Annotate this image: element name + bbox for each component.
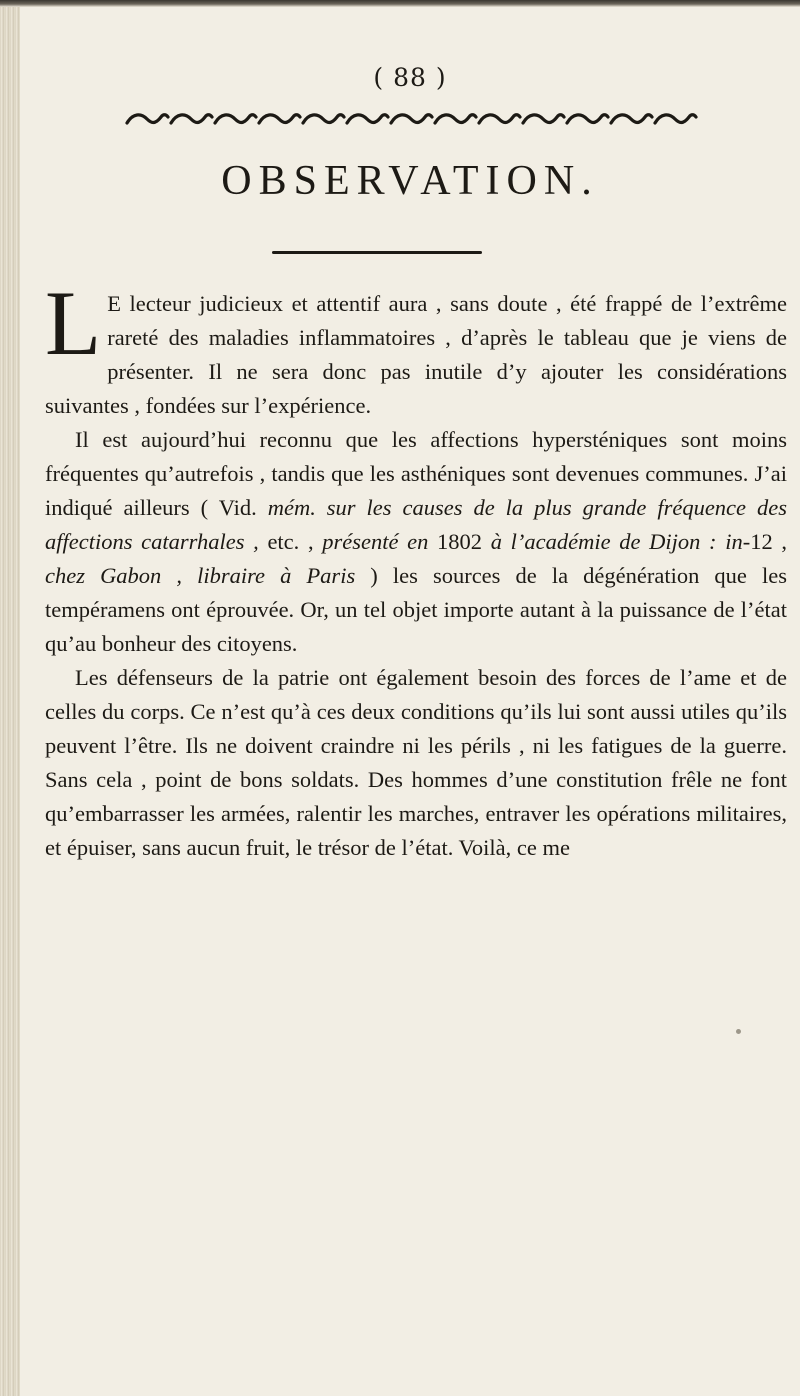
book-page: [20, 7, 800, 1396]
paragraph-2: [45, 423, 787, 661]
paragraph-2-space: [717, 529, 726, 554]
citation-academy: à l’académie de Dijon :: [490, 529, 717, 554]
page-top-edge: [0, 0, 800, 7]
drop-cap-letter: L: [45, 272, 102, 374]
paragraph-3-text: Les défenseurs de la patrie ont également besoin des forces de l’ame et de celles du corps. Ce n’est qu’à ces deux conditions qu’ils lui sont aussi utiles qu’ils peuvent l’être. Ils ne doivent craindre ni les périls , ni les fatigues de la guerre. Sans cela , point de bons soldats. Des hommes d’une constitution frêle ne font qu’embarrasser les armées, ralentir les marches, entraver les opérations militaires, et épuiser, sans aucun fruit, le trésor de l’état. Voilà, ce me: [45, 665, 787, 860]
citation-publisher: chez Gabon , libraire à Paris: [45, 563, 356, 588]
citation-format-number: 12 ,: [750, 529, 788, 554]
citation-format: in-: [725, 529, 751, 554]
paper-speck: [736, 1029, 741, 1034]
paragraph-2-text-b: etc. ,: [258, 529, 323, 554]
decorative-ornament-band: [123, 95, 701, 137]
citation-title: mém. sur les causes de la plus grande fréquence des affections catarrhales ,: [45, 495, 787, 554]
citation-year: 1802: [428, 529, 491, 554]
section-heading: OBSERVATION.: [221, 158, 599, 204]
book-binding-edge: [0, 0, 21, 1396]
heading-rule: [272, 251, 482, 254]
paragraph-3: [45, 661, 787, 865]
page-number: ( 88 ): [373, 63, 447, 92]
paragraph-1-text: E lecteur judicieux et attentif aura , sans doute , été frappé de l’extrême rareté des maladies inflammatoires , d’après le tableau que je viens de présenter. Il ne sera donc pas inutile d’y ajouter les considérations suivantes , fondées sur l’expérience.: [45, 291, 787, 418]
paragraph-2-text-a: Il est aujourd’hui reconnu que les affections hypersténiques sont moins fréquentes qu’autrefois , tandis que les asthéniques sont devenues communes. J’ai indiqué ailleurs ( Vid.: [45, 427, 787, 520]
body-text: [45, 272, 788, 865]
paragraph-2-text-c: ) les sources de la dégénération que les tempéramens ont éprouvée. Or, un tel objet importe autant à la puissance de l’état qu’au bonheur des citoyens.: [45, 563, 787, 656]
paragraph-1: [45, 272, 787, 423]
citation-presented: présenté en: [322, 529, 429, 554]
